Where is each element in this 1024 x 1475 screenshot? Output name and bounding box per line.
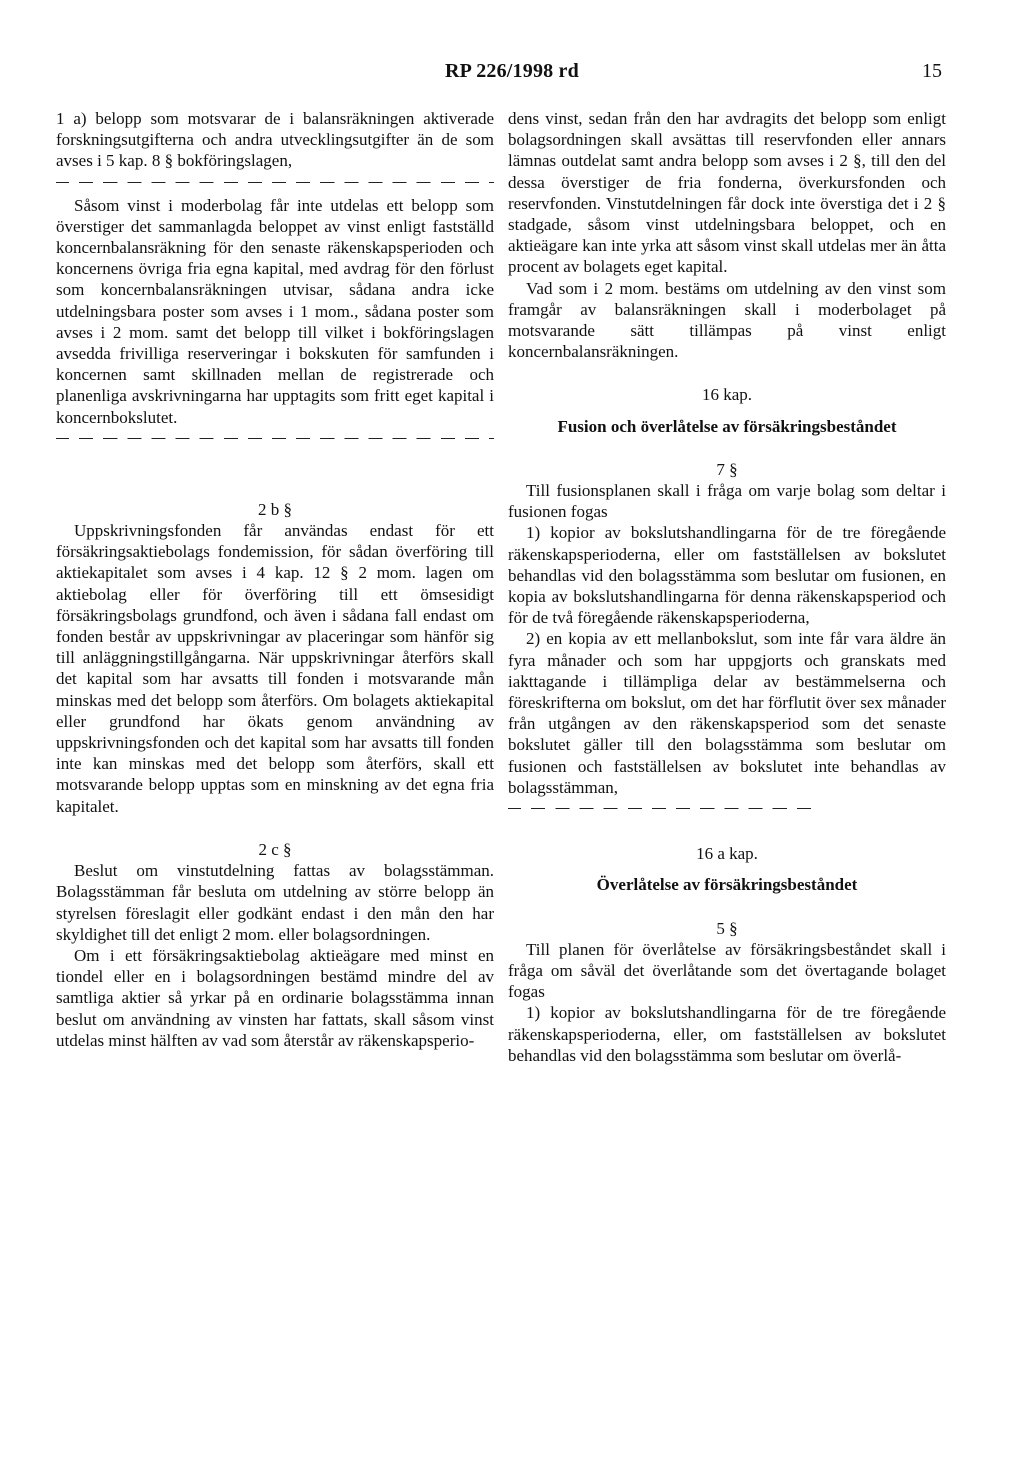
paragraph: dens vinst, sedan från den har avdragits det belopp som enligt bolagsordningen skall avsättas till reservfonden eller annars lämnas outdelat samt andra belopp som avses i 2 §, till den del dessa överstiger de fria fonderna, överkursfonden och reservfonden. Vinstutdelningen får dock inte överstiga det i 2 § stadgade, såsom vinst utdelningsbara beloppet, och en aktieägare kan inte yrka att såsom vinst skall utdelas mer än åtta procent av bolagets eget kapital. xyxy=(508,109,946,277)
chapter-number: 16 kap. xyxy=(701,385,753,405)
paragraph: Uppskrivningsfonden får användas endast för ett försäkringsaktiebolags fondemission, för sådan överföring till aktiekapitalet som avses i 4 kap. 12 § 2 mom. lagen om aktiebolag eller för överföring till ett ömsesidigt försäkringsbolags grundfond, och även i sådana fall endast om fonden består av uppskrivningar av placeringar som hänför sig till anläggningstillgångarna. När uppskrivningar återförs skall det kapital som har avsatts till fonden i motsvarande mån minskas med det belopp som återförs. Om bolagets aktiekapital eller grundfond har ökats genom användning av uppskrivningsfonden och det kapital som har avsatts till fonden inte kan minskas med det belopp som återförs, skall ett motsvarande belopp upptas som en minskning av det egna fria kapitalet. xyxy=(56,521,494,816)
list-item: 2) en kopia av ett mellanbokslut, som inte får vara äldre än fyra månader och som har uppgjorts och granskats med iakttagande i tillämpliga delar av bestämmelserna och föreskrifterna om bokslut, om det har förflutit över sex månader från utgången av den räkenskapsperiod som det senaste bokslutet gäller till den bolagsstämma som beslutar om fusionen och fastställelsen av bokslutet inte behandlas av bolagsstämman, xyxy=(508,629,946,797)
paragraph: Om i ett försäkringsaktiebolag aktieägare med minst en tiondel eller en i bolagsordningen bestämd mindre del av samtliga aktier så yrkar på en ordinarie bolagsstämma innan beslut om användning av vinsten har fattats, skall såsom vinst utdelas minst hälften av vad som återstår av räkenskapsperio- xyxy=(56,945,494,1050)
page-number: 15 xyxy=(922,60,942,82)
document-reference: RP 226/1998 rd xyxy=(445,60,579,82)
paragraph: Beslut om vinstutdelning fattas av bolagsstämman. Bolagsstämman får besluta om utdelning av större belopp än styrelsen föreslagit eller godkänt endast i den mån den har skyldighet till det enligt 2 mom. eller bolagsordningen. xyxy=(56,861,494,944)
list-item: 1) kopior av bokslutshandlingarna för de tre föregående räkenskapsperioderna, eller om fastställelsen av bokslutet behandlas vid den bolagsstämma som beslutar om fusionen, en kopia av bokslutshandlingarna för denna räkenskapsperiod och för de två föregående räkenskapsperioderna, xyxy=(508,523,946,628)
section-number: 5 § xyxy=(716,918,738,938)
omission-divider xyxy=(508,808,818,809)
chapter-heading: Överlåtelse av försäkringsbeståndet xyxy=(596,875,858,895)
chapter-heading: Fusion och överlåtelse av försäkringsbeståndet xyxy=(557,416,897,436)
left-column xyxy=(56,108,494,1051)
omission-divider xyxy=(56,182,494,183)
paragraph: 1 a) belopp som motsvarar de i balansräkningen aktiverade forskningsutgifterna och andra utvecklingsutgifter än de som avses i 5 kap. 8 § bokföringslagen, xyxy=(56,109,494,171)
right-column xyxy=(508,108,946,1066)
list-item: 1) kopior av bokslutshandlingarna för de tre föregående räkenskapsperioderna, eller, om fastställelsen av bokslutet behandlas vid den bolagsstämma som beslutar om överlå- xyxy=(508,1003,946,1065)
section-number: 7 § xyxy=(716,459,738,479)
omission-divider xyxy=(56,438,494,439)
paragraph: Vad som i 2 mom. bestäms om utdelning av den vinst som framgår av balansräkningen skall i moderbolaget på motsvarande sätt tillämpas på vinst enligt koncernbalansräkningen. xyxy=(508,278,946,362)
paragraph: Till planen för överlåtelse av försäkringsbeståndet skall i fråga om såväl det överlåtande som det övertagande bolaget fogas xyxy=(508,939,946,1002)
paragraph: Till fusionsplanen skall i fråga om varje bolag som deltar i fusionen fogas xyxy=(508,481,946,522)
chapter-number: 16 a kap. xyxy=(696,844,758,864)
section-number: 2 c § xyxy=(258,839,292,859)
section-number: 2 b § xyxy=(258,499,292,519)
paragraph: Såsom vinst i moderbolag får inte utdelas ett belopp som överstiger det sammanlagda beloppet av vinst enligt fastställd koncernbalansräkning för den senaste räkenskapsperioden och koncernens övriga fria egna kapital, med avdrag för den förlust som koncernbalansräkningen utvisar, sådana andra icke utdelningsbara poster som avses i 1 mom., sådana poster som avses i 2 mom. samt det belopp till vilket i bokföringslagen avsedda frivilliga reserveringar i bokskuten för samfunden i koncernen samt skillnaden mellan de registrerade och planenliga avskrivningarna har upptagits som fritt eget kapital i koncernbokslutet. xyxy=(56,195,494,427)
page-header xyxy=(0,60,1024,90)
